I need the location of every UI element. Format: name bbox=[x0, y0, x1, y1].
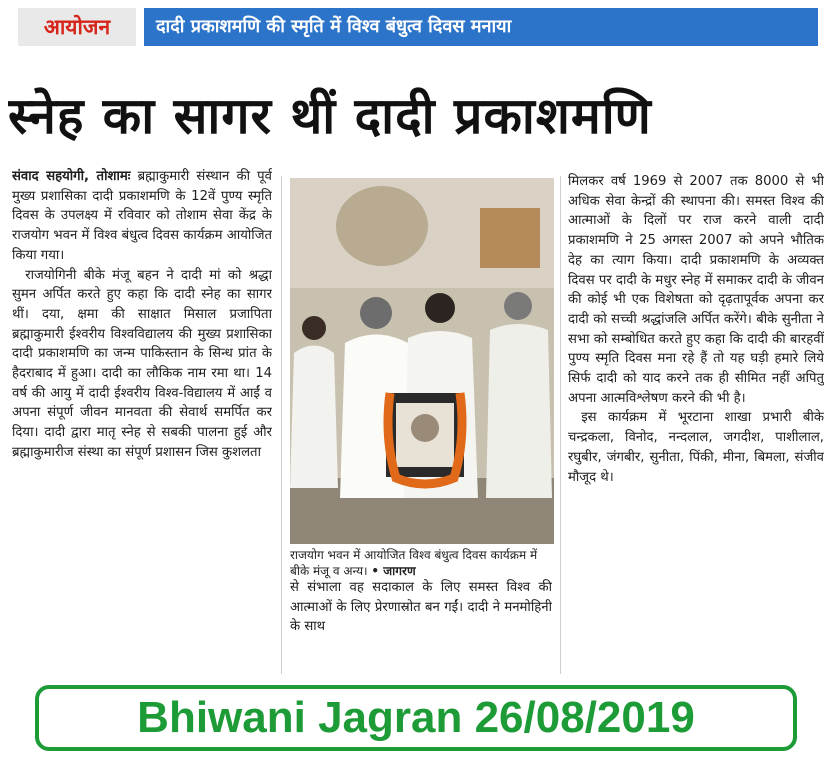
headline: स्नेह का सागर थीं दादी प्रकाशमणि bbox=[8, 86, 652, 145]
column-divider bbox=[281, 176, 282, 674]
garlanded-portrait bbox=[386, 393, 464, 484]
article-column-middle bbox=[290, 578, 552, 678]
article-column-right bbox=[568, 172, 824, 552]
photo-caption bbox=[290, 547, 554, 579]
article-text: ब्रह्माकुमारी संस्थान की पूर्व मुख्य प्रशासिका दादी प्रकाशमणि के 12वें पुण्य स्मृति दिवस के उपलक्ष्य में रविवार को तोशाम सेवा केंद्र के राजयोग भवन में विश्व बंधुत्व दिवस कार्यक्रम आयोजित किया गया। bbox=[12, 169, 272, 263]
column-divider bbox=[560, 176, 561, 674]
source-stamp bbox=[35, 685, 797, 751]
article-paragraph: मिलकर वर्ष 1969 से 2007 तक 8000 से भी अधिक सेवा केन्द्रों की स्थापना की। समस्त विश्व की आत्माओं के दिलों पर राज करने वाली दादी प्रकाशमणि ने 25 अगस्त 2007 को अपने भौतिक देह का त्याग किया। दादी प्रकाशमणि के अव्यक्त दिवस पर दादी के मधुर स्नेह में समाकर दादी के जीवन की कोई भी एक विशेषता को दृढ़तापूर्वक अपना कर दादी को सच्ची श्रद्धांजलि अर्पित करेंगे। बीके सुनीता ने सभा को सम्बोधित करते हुए कहा कि दादी की बारहवीं पुण्य स्मृति दिवस मना रहे हैं तो यह घड़ी हमारे लिये सिर्फ दादी को याद करने तक ही सीमित नहीं अपितु अपना आत्मविश्लेषण करने की भी है। bbox=[568, 174, 824, 406]
article-paragraph bbox=[12, 167, 272, 266]
photo-credit: • जागरण bbox=[371, 564, 416, 578]
article-paragraph: इस कार्यक्रम में भूरटाना शाखा प्रभारी बीके चन्द्रकला, विनोद, नन्दलाल, जगदीश, पाशीलाल, रघुबीर, जंगबीर, सुनीता, पिंकी, मीना, बिमला, संजीव मौजूद थे। bbox=[568, 410, 824, 485]
photo-illustration bbox=[290, 178, 554, 544]
byline: संवाद सहयोगी, तोशामः bbox=[12, 169, 131, 184]
article-paragraph: राजयोगिनी बीके मंजू बहन ने दादी मां को श्रद्धा सुमन अर्पित करते हुए कहा कि दादी स्नेह का सागर थीं। दया, क्षमा की साक्षात मिसाल प्रजापिता ब्रह्माकुमारी ईश्वरीय विश्वविद्यालय की मुख्य प्रशासिका दादी प्रकाशमणि का जन्म पाकिस्तान के सिन्ध प्रांत के हैदराबाद में हुआ। दादी का लौकिक नाम रमा था। 14 वर्ष की आयु में दादी ईश्वरीय विश्व-विद्यालय में आईं व अपना संपूर्ण जीवन मानवता की सेवार्थ समर्पित कर दिया। दादी द्वारा मातृ स्नेह से सबकी पालना हुई और ब्रह्माकुमारीज संस्था का संपूर्ण प्रशासन जिस कुशलता bbox=[12, 267, 272, 460]
caption-text: राजयोग भवन में आयोजित विश्व बंधुत्व दिवस कार्यक्रम में बीके मंजू व अन्य। bbox=[290, 548, 538, 578]
kicker-bar bbox=[18, 8, 818, 46]
source-stamp-text: Bhiwani Jagran 26/08/2019 bbox=[137, 693, 695, 742]
article-column-left bbox=[12, 167, 272, 549]
kicker-text: दादी प्रकाशमणि की स्मृति में विश्व बंधुत्व दिवस मनाया bbox=[144, 8, 818, 46]
news-photo bbox=[290, 178, 554, 544]
section-tag: आयोजन bbox=[18, 8, 136, 46]
article-paragraph: से संभाला वह सदाकाल के लिए समस्त विश्व की आत्माओं के लिए प्रेरणास्रोत बन गईं। दादी ने मनमोहिनी के साथ bbox=[290, 580, 552, 635]
